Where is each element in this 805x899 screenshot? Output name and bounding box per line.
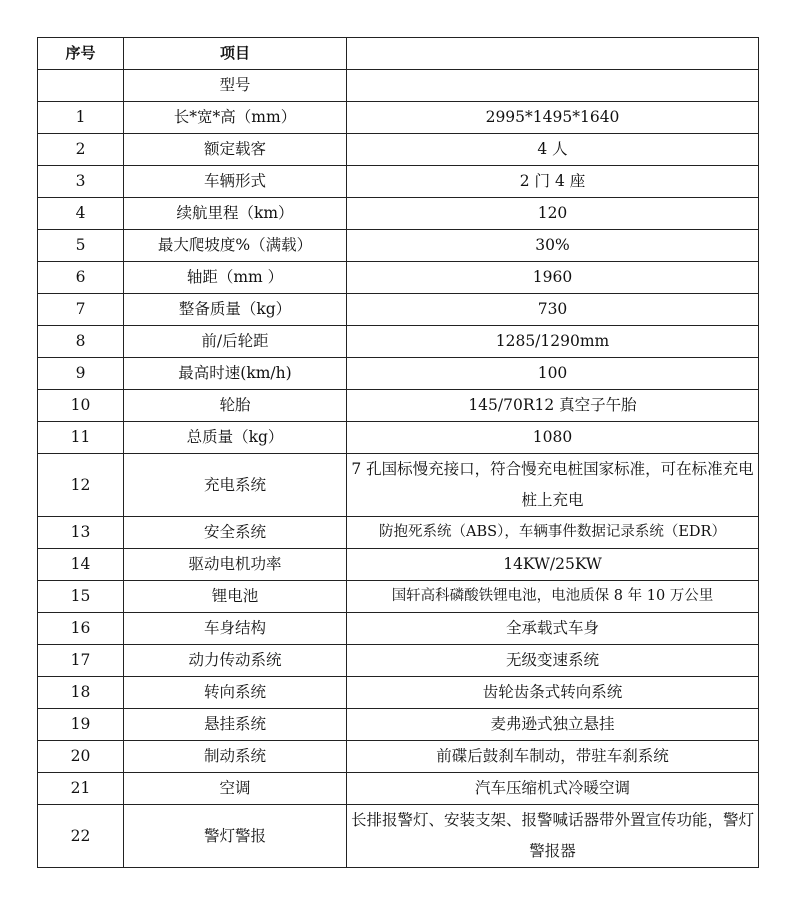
table-row [38,549,759,581]
row-number: 22 [38,805,124,868]
row-number [38,70,124,102]
row-value: 14KW/25KW [347,549,759,581]
row-number: 15 [38,581,124,613]
row-value: 汽车压缩机式冷暖空调 [347,773,759,805]
row-number: 13 [38,517,124,549]
row-item: 续航里程（km） [124,198,347,230]
table-row [38,741,759,773]
spec-table [37,37,759,868]
row-item: 最大爬坡度%（满载） [124,230,347,262]
row-item: 空调 [124,773,347,805]
table-row [38,709,759,741]
row-value: 4 人 [347,134,759,166]
table-row [38,198,759,230]
row-item: 驱动电机功率 [124,549,347,581]
row-item: 车辆形式 [124,166,347,198]
row-value: 1080 [347,422,759,454]
row-value: 防抱死系统（ABS），车辆事件数据记录系统（EDR） [347,517,759,549]
row-value: 1960 [347,262,759,294]
row-item: 额定载客 [124,134,347,166]
row-value: 长排报警灯、安装支架、报警喊话器带外置宣传功能，警灯警报器 [347,805,759,868]
row-number: 14 [38,549,124,581]
row-number: 21 [38,773,124,805]
row-number: 11 [38,422,124,454]
row-value: 2995*1495*1640 [347,102,759,134]
table-row [38,773,759,805]
table-row [38,230,759,262]
row-number: 17 [38,645,124,677]
row-value: 730 [347,294,759,326]
row-item: 车身结构 [124,613,347,645]
header-number: 序号 [38,38,124,70]
row-value: 齿轮齿条式转向系统 [347,677,759,709]
row-number: 20 [38,741,124,773]
row-number: 2 [38,134,124,166]
row-number: 6 [38,262,124,294]
table-row [38,677,759,709]
row-item: 前/后轮距 [124,326,347,358]
row-item: 轮胎 [124,390,347,422]
table-row [38,645,759,677]
row-value [347,70,759,102]
table-row [38,358,759,390]
table-row [38,454,759,517]
row-number: 4 [38,198,124,230]
row-number: 3 [38,166,124,198]
table-row [38,102,759,134]
row-value: 100 [347,358,759,390]
table-row [38,166,759,198]
table-row [38,294,759,326]
row-number: 16 [38,613,124,645]
row-value: 30% [347,230,759,262]
row-item: 长*宽*高（mm） [124,102,347,134]
row-value: 麦弗逊式独立悬挂 [347,709,759,741]
row-value: 145/70R12 真空子午胎 [347,390,759,422]
table-row [38,581,759,613]
row-value: 国轩高科磷酸铁锂电池，电池质保 8 年 10 万公里 [347,581,759,613]
table-row [38,517,759,549]
row-number: 9 [38,358,124,390]
row-value: 无级变速系统 [347,645,759,677]
row-item: 总质量（kg） [124,422,347,454]
row-number: 10 [38,390,124,422]
row-item: 动力传动系统 [124,645,347,677]
row-item: 最高时速(km/h) [124,358,347,390]
row-number: 7 [38,294,124,326]
row-item: 轴距（mm ） [124,262,347,294]
row-number: 19 [38,709,124,741]
row-item: 制动系统 [124,741,347,773]
row-value: 全承载式车身 [347,613,759,645]
table-row [38,70,759,102]
row-item: 转向系统 [124,677,347,709]
table-row [38,805,759,868]
row-number: 18 [38,677,124,709]
row-item: 悬挂系统 [124,709,347,741]
row-value: 1285/1290mm [347,326,759,358]
table-header-row [38,38,759,70]
row-item: 锂电池 [124,581,347,613]
table-row [38,422,759,454]
row-value: 7 孔国标慢充接口，符合慢充电桩国家标准，可在标准充电桩上充电 [347,454,759,517]
table-row [38,613,759,645]
row-number: 8 [38,326,124,358]
row-number: 12 [38,454,124,517]
header-value [347,38,759,70]
table-row [38,326,759,358]
row-item: 整备质量（kg） [124,294,347,326]
table-row [38,134,759,166]
table-row [38,262,759,294]
row-item: 警灯警报 [124,805,347,868]
table-row [38,390,759,422]
header-item: 项目 [124,38,347,70]
row-item: 型号 [124,70,347,102]
row-number: 5 [38,230,124,262]
row-value: 2 门 4 座 [347,166,759,198]
row-item: 充电系统 [124,454,347,517]
row-value: 前碟后鼓刹车制动，带驻车刹系统 [347,741,759,773]
row-number: 1 [38,102,124,134]
row-item: 安全系统 [124,517,347,549]
row-value: 120 [347,198,759,230]
